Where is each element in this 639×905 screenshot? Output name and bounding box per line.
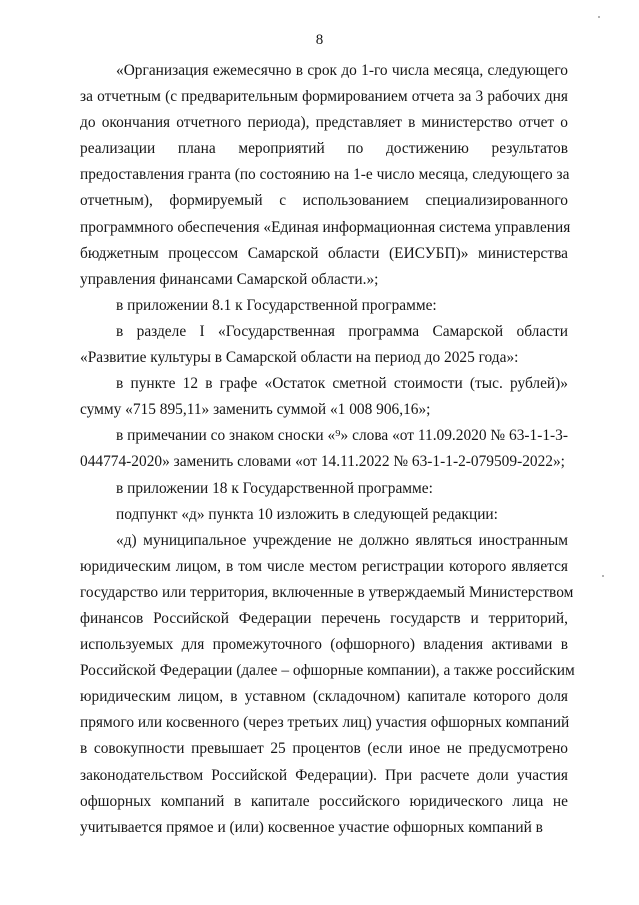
text-line: юридическим лицом, в уставном (складочном) капитале которого доля <box>80 688 568 706</box>
text-line: подпункт «д» пункта 10 изложить в следующей редакции: <box>116 505 498 523</box>
text-line: в пункте 12 в графе «Остаток сметной стоимости (тыс. рублей)» <box>116 375 568 393</box>
paragraph <box>80 528 575 841</box>
text-line: в приложении 8.1 к Государственной программе: <box>116 296 437 314</box>
text-line: учитывается прямое и (или) косвенное участие офшорных компаний в <box>80 818 543 836</box>
paragraph <box>80 319 568 371</box>
text-line: в приложении 18 к Государственной программе: <box>116 479 433 497</box>
text-line: реализации плана мероприятий по достижению результатов <box>80 140 568 158</box>
text-line: офшорных компаний в капитале российского юридического лица не <box>80 792 568 810</box>
text-line: в примечании со знаком сноски «⁹» слова «от 11.09.2020 № 63-1-1-3- <box>116 427 568 445</box>
paragraph <box>80 58 571 293</box>
text-line: до окончания отчетного периода), представляет в министерство отчет о <box>80 114 568 132</box>
text-line: юридическим лицом, в том числе местом регистрации которого является <box>80 557 568 575</box>
text-line: «Организация ежемесячно в срок до 1-го числа месяца, следующего <box>116 62 568 79</box>
text-line: «д) муниципальное учреждение не должно являться иностранным <box>116 531 568 549</box>
text-line: управления финансами Самарской области.»; <box>80 270 379 288</box>
text-line: Российской Федерации (далее – офшорные компании), а также российским <box>80 662 575 680</box>
document-body <box>80 58 575 841</box>
paragraph <box>80 293 568 319</box>
text-line: в разделе I «Государственная программа Самарской области <box>116 322 568 340</box>
scan-speck <box>602 575 604 577</box>
paragraph <box>80 476 568 502</box>
paragraph <box>80 423 568 475</box>
paragraph <box>80 371 568 423</box>
text-line: государство или территория, включенные в утверждаемый Министерством <box>80 583 574 601</box>
text-line: отчетным), формируемый с использованием специализированного <box>80 192 568 210</box>
text-line: за отчетным (с предварительным формированием отчета за 3 рабочих дня <box>80 88 568 106</box>
page-number: 8 <box>315 32 324 48</box>
text-line: в совокупности превышает 25 процентов (если иное не предусмотрено <box>80 740 568 758</box>
text-line: «Развитие культуры в Самарской области на период до 2025 года»: <box>80 349 519 367</box>
text-line: прямого или косвенного (через третьих лиц) участия офшорных компаний <box>80 714 570 732</box>
paragraph <box>80 502 568 528</box>
text-line: сумму «715 895,11» заменить суммой «1 008 906,16»; <box>80 401 431 419</box>
text-line: предоставления гранта (по состоянию на 1-е число месяца, следующего за <box>80 166 570 184</box>
text-line: 044774-2020» заменить словами «от 14.11.2022 № 63-1-1-2-079509-2022»; <box>80 453 565 471</box>
text-line: используемых для промежуточного (офшорного) владения активами в <box>80 636 568 654</box>
scan-speck <box>598 16 600 18</box>
text-line: бюджетным процессом Самарской области (ЕИСУБП)» министерства <box>80 244 568 262</box>
text-line: программного обеспечения «Единая информационная система управления <box>80 218 571 236</box>
text-line: законодательством Российской Федерации). При расчете доли участия <box>80 766 568 784</box>
text-line: финансов Российской Федерации перечень государств и территорий, <box>80 609 568 627</box>
